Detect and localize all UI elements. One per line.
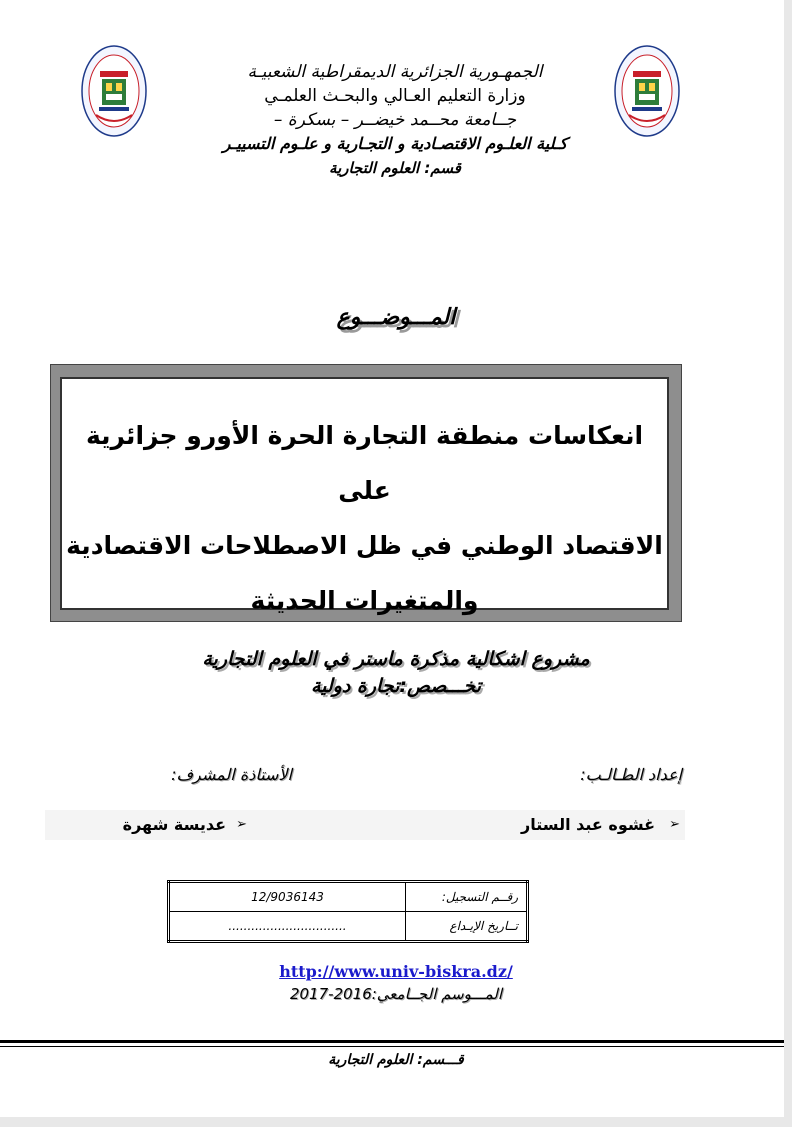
subject-heading: المـــوضـــوع [336, 305, 456, 330]
footer-divider [0, 1040, 784, 1043]
project-line: مشروع اشكالية مذكرة ماستر في العلوم التجارية [202, 648, 590, 670]
deposit-date: ............................... [169, 912, 406, 942]
thesis-title-line-1: انعكاسات منطقة التجارة الحرة الأورو جزائرية على [85, 421, 644, 505]
ministry-line: وزارة التعليم العـالي والبحـث العلمـي [264, 86, 526, 106]
academic-season: المـــوسم الجــامعي:2016-2017 [289, 985, 503, 1003]
bullet-arrow-icon: ➢ [669, 817, 680, 832]
supervisor-label: الأستاذة المشرف: [171, 765, 292, 784]
student-entry [521, 815, 680, 834]
specialty-line: تخـــصص:تجارة دولية [310, 675, 482, 697]
republic-line: الجمهـورية الجزائرية الديمقراطية الشعبيـة [247, 62, 543, 82]
student-label: إعداد الطـالـب: [580, 765, 682, 784]
registration-table [167, 880, 529, 943]
supervisor-entry [123, 815, 247, 834]
thesis-title-line-2: الاقتصاد الوطني في ظل الاصطلاحات الاقتصادية [66, 531, 663, 560]
deposit-date-label: تــاريخ الإيـداع [406, 912, 528, 942]
registration-label: رقــم التسجيل: [406, 882, 528, 912]
footer-divider-thin [0, 1046, 784, 1047]
student-name: غشوه عبد الستار [521, 815, 656, 834]
page-edge-right [784, 0, 792, 1127]
supervisor-name: عديسة شهرة [122, 815, 227, 834]
table-row [169, 912, 528, 942]
footer-department: قـــسم: العلوم التجارية [328, 1052, 464, 1068]
bullet-arrow-icon: ➢ [236, 817, 247, 832]
table-row [169, 882, 528, 912]
thesis-title-line-3: والمتغيرات الحديثة [250, 586, 479, 615]
thesis-title [62, 408, 667, 628]
header-block [140, 60, 650, 180]
university-url-link[interactable]: http://www.univ-biskra.dz/ [279, 962, 513, 981]
university-line: جــامعة محــمد خيضــر – بسكرة – [273, 110, 517, 130]
university-logo-left [81, 45, 147, 137]
registration-number: 12/9036143 [169, 882, 406, 912]
department-line: قسم: العلوم التجارية [329, 159, 461, 177]
page-edge-bottom [0, 1117, 792, 1127]
faculty-line: كـلية العلـوم الاقتصـادية و التجـارية و علـوم التسييـر [222, 134, 568, 153]
